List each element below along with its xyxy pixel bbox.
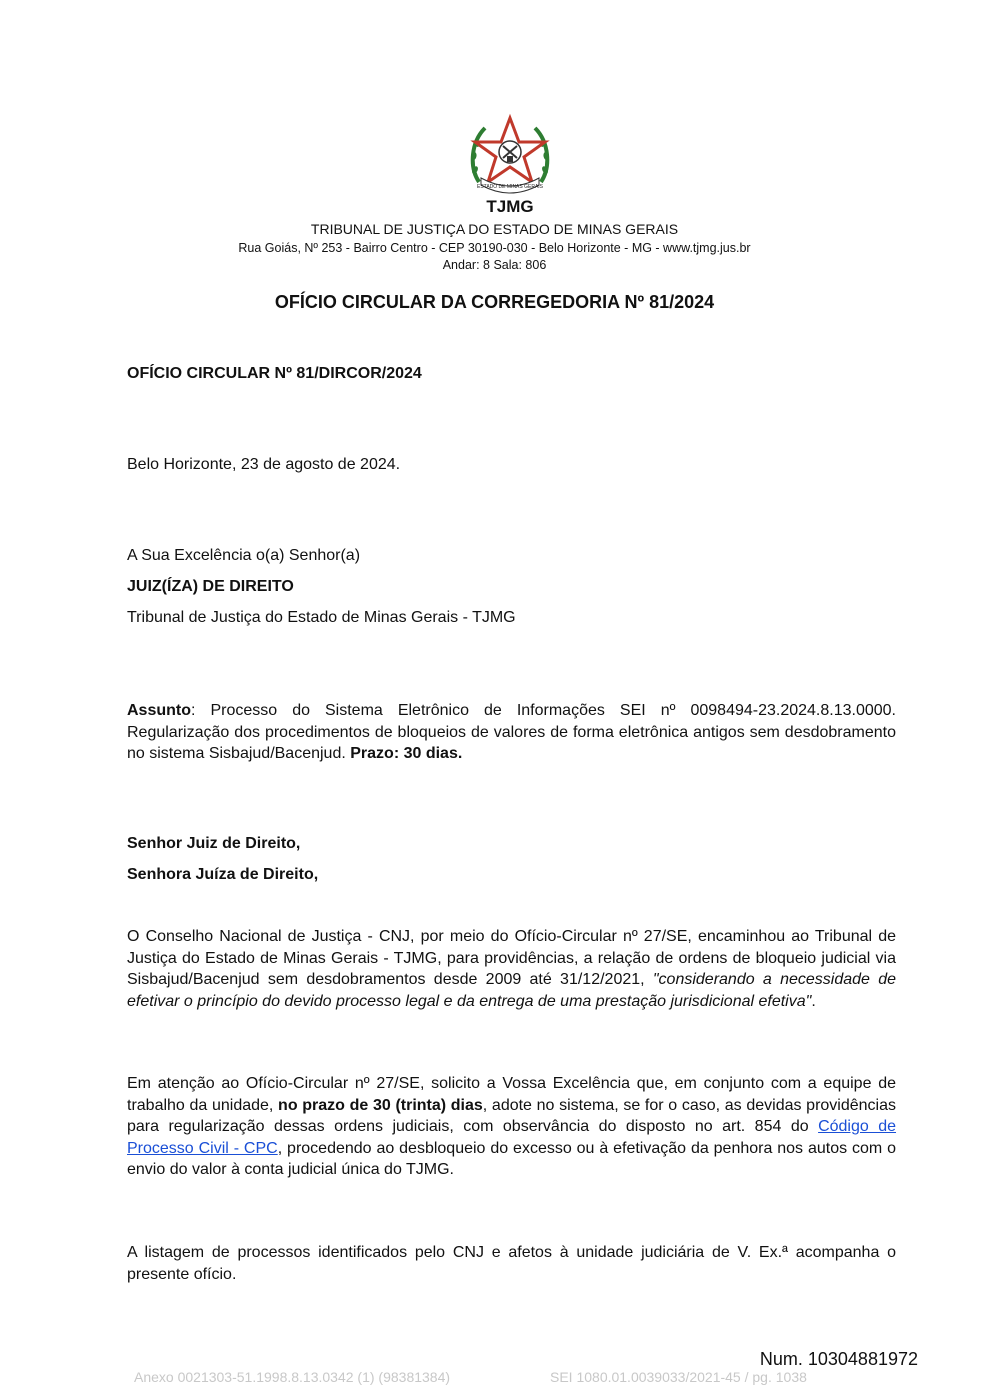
recipient-institution: Tribunal de Justiça do Estado de Minas Gerais - TJMG <box>127 609 516 626</box>
oficio-number: OFÍCIO CIRCULAR Nº 81/DIRCOR/2024 <box>127 365 422 382</box>
seal-icon <box>465 112 555 216</box>
subject-deadline: Prazo: 30 dias. <box>350 745 463 762</box>
paragraph-request-part3: , procedendo ao desbloqueio do excesso ou à efetivação da penhora nos autos com o envio do valor à conta judicial única do TJMG. <box>127 1139 897 1178</box>
org-name: TRIBUNAL DE JUSTIÇA DO ESTADO DE MINAS GERAIS <box>310 221 679 237</box>
document-number: Num. 10304881972 <box>759 1349 918 1369</box>
paragraph-cnj <box>127 926 896 1012</box>
org-address: Rua Goiás, Nº 253 - Bairro Centro - CEP 30190-030 - Belo Horizonte - MG - www.tjmg.jus.br <box>238 241 751 255</box>
greeting-line-1: Senhor Juiz de Direito, <box>127 835 301 852</box>
paragraph-cnj-quote: "considerando a necessidade de efetivar o princípio do devido processo legal e da entrega de uma prestação jurisdicional efetiva" <box>127 971 897 1010</box>
document-title: OFÍCIO CIRCULAR DA CORREGEDORIA Nº 81/2024 <box>274 292 715 312</box>
date-line: Belo Horizonte, 23 de agosto de 2024. <box>127 456 401 473</box>
paragraph-cnj-text: O Conselho Nacional de Justiça - CNJ, por meio do Ofício-Circular nº 27/SE, encaminhou ao Tribunal de Justiça do Estado de Minas Gerais - TJMG, para providências, a relação de ordens de bloqueio judicial via Sisbajud/Bacenjud sem desdobramentos desde 2009 até 31/12/2021, <box>127 928 896 988</box>
paragraph-listing: A listagem de processos identificados pelo CNJ e afetos à unidade judiciária de V. Ex.ª acompanha o presente ofício. <box>127 1244 896 1283</box>
paragraph-request-part2: , adote no sistema, se for o caso, as devidas providências para regularização dessas ordens judiciais, com observância do disposto no art. 854 do <box>127 1096 897 1135</box>
floor-room: Andar: 8 Sala: 806 <box>442 258 547 272</box>
paragraph-cnj-end: . <box>811 992 816 1010</box>
footer-sei: SEI 1080.01.0039033/2021-45 / pg. 1038 <box>550 1369 807 1385</box>
recipient-role: JUIZ(ÍZA) DE DIREITO <box>127 578 294 595</box>
greeting-line-2: Senhora Juíza de Direito, <box>127 866 319 883</box>
paragraph-request <box>127 1073 896 1181</box>
logo-text: TJMG <box>486 197 534 216</box>
seal-caption: ESTADO DE MINAS GERAIS <box>476 184 544 190</box>
cpc-link[interactable]: Código de Processo Civil - CPC <box>127 1118 897 1157</box>
subject-paragraph <box>127 700 896 765</box>
paragraph-request-part1: Em atenção ao Ofício-Circular nº 27/SE, solicito a Vossa Excelência que, em conjunto com a equipe de trabalho da unidade, <box>127 1075 896 1114</box>
paragraph-request-deadline: no prazo de 30 (trinta) dias <box>278 1096 483 1114</box>
footer-annex: Anexo 0021303-51.1998.8.13.0342 (1) (98381384) <box>134 1369 451 1385</box>
subject-text: : Processo do Sistema Eletrônico de Informações SEI nº 0098494-23.2024.8.13.0000. Regularização dos procedimentos de bloqueios de valores de forma eletrônica antigos sem desdobramento no sistema Sisbajud/Bacenjud. <box>127 702 896 762</box>
subject-label: Assunto <box>127 702 191 719</box>
recipient-salutation: A Sua Excelência o(a) Senhor(a) <box>127 547 361 564</box>
tjmg-seal-logo <box>465 112 555 216</box>
